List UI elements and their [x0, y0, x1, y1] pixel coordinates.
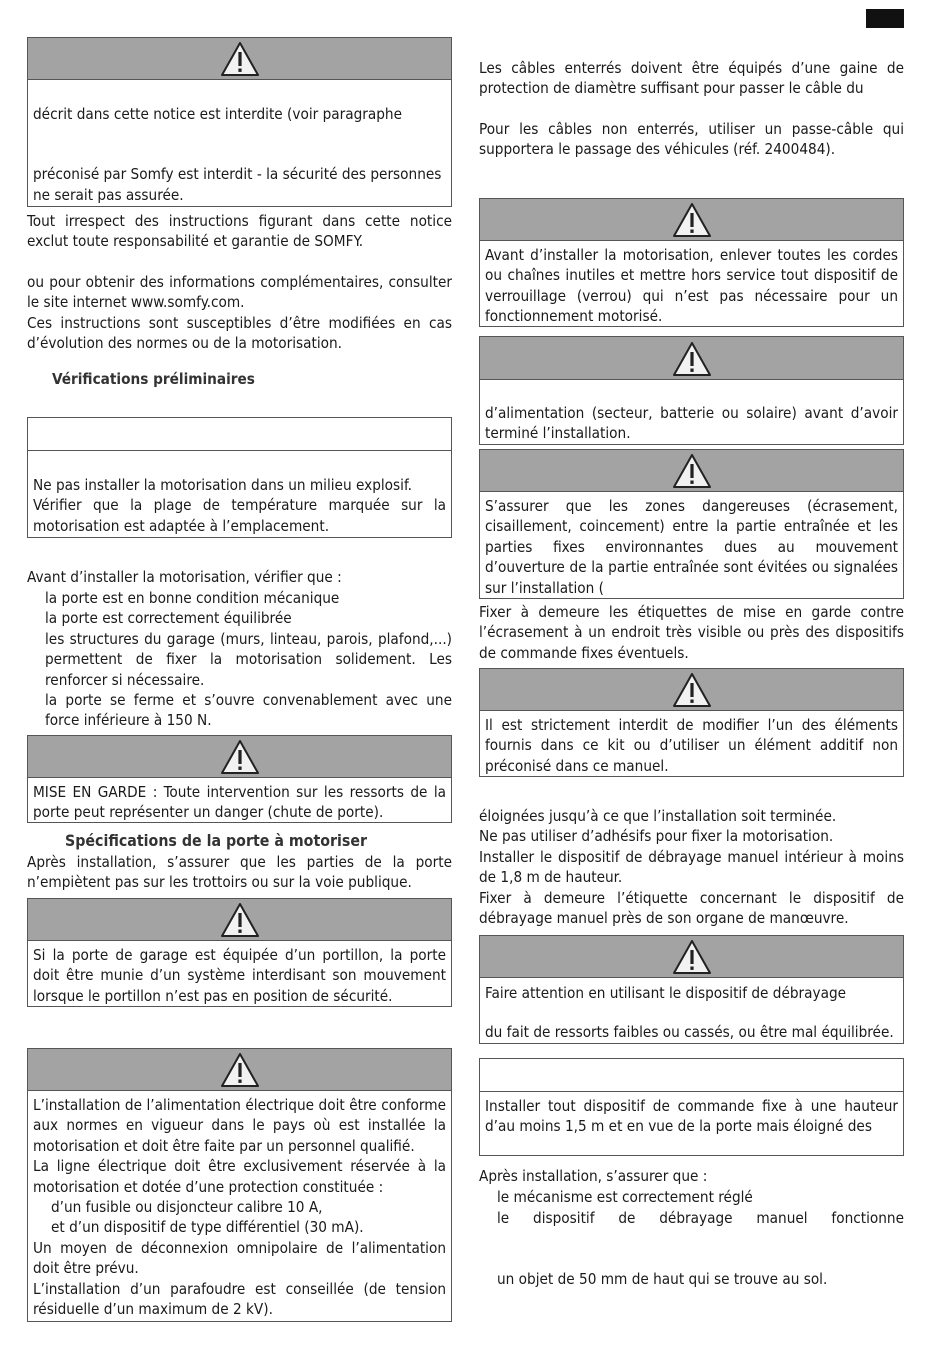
- list-item: la porte est correctement équilibrée: [45, 609, 292, 628]
- paragraph: ou pour obtenir des informations complémentaires, consulter le site internet www.somfy.com.: [27, 273, 452, 312]
- box-text: La ligne électrique doit être exclusivement réservée à la motorisation et dotée d’une protection constituée :: [33, 1157, 446, 1196]
- list-item: la porte est en bonne condition mécanique: [45, 589, 340, 607]
- box-text: Faire attention en utilisant le dispositif de débrayage: [485, 984, 847, 1002]
- warning-triangle-icon: [673, 341, 711, 377]
- warning-box-ropes: [479, 198, 904, 327]
- warning-triangle-icon: [221, 41, 259, 77]
- warning-box-power: [479, 336, 904, 445]
- box-text: Installer tout dispositif de commande fixe à une hauteur d’au moins 1,5 m et en vue de la porte mais éloigné des: [485, 1097, 898, 1136]
- info-box-controls: [479, 1058, 904, 1156]
- section-heading: Spécifications de la porte à motoriser: [65, 831, 367, 850]
- box-text: du fait de ressorts faibles ou cassés, ou être mal équilibrée.: [485, 1023, 894, 1042]
- warning-box-modification: [479, 668, 904, 777]
- paragraph: Les câbles enterrés doivent être équipés d’une gaine de protection de diamètre suffisant pour passer le câble du: [479, 59, 904, 98]
- box-text: d’alimentation (secteur, batterie ou solaire) avant d’avoir terminé l’installation.: [485, 404, 898, 443]
- box-text: Vérifier que la plage de température marquée sur la motorisation est adaptée à l’emplacement.: [33, 496, 446, 535]
- box-text: Un moyen de déconnexion omnipolaire de l’alimentation doit être prévu.: [33, 1238, 446, 1278]
- paragraph: Pour les câbles non enterrés, utiliser un passe-câble qui supportera le passage des véhicules (réf. 2400484).: [479, 120, 904, 159]
- section-heading: Vérifications préliminaires: [52, 370, 255, 388]
- paragraph: Ne pas utiliser d’adhésifs pour fixer la motorisation.: [479, 827, 834, 846]
- box-text: L’installation d’un parafoudre est conseillée (de tension résiduelle d’un maximum de 2 kV).: [33, 1279, 446, 1319]
- paragraph: Ces instructions sont susceptibles d’être modifiées en cas d’évolution des normes ou de la motorisation.: [27, 314, 452, 353]
- paragraph: éloignées jusqu’à ce que l’installation soit terminée.: [479, 807, 837, 825]
- warning-box-electrical: [27, 1048, 452, 1322]
- bullet-list: [27, 588, 452, 731]
- warning-box-prohibited-use: [27, 37, 452, 207]
- warning-box-wicket-door: [27, 898, 452, 1007]
- warning-triangle-icon: [673, 202, 711, 238]
- box-text: Avant d’installer la motorisation, enlever toutes les cordes ou chaînes inutiles et mettre hors service tout dispositif de verrouillage (verrou) qui n’est pas nécessaire pour un fonctionnement motorisé.: [485, 246, 898, 326]
- warning-box-danger-zones: [479, 449, 904, 599]
- box-text: Ne pas installer la motorisation dans un milieu explosif.: [33, 476, 412, 494]
- warning-triangle-icon: [221, 739, 259, 775]
- warning-box-springs: [27, 735, 452, 823]
- list-item: le dispositif de débrayage manuel fonctionne: [497, 1209, 904, 1227]
- list-item: un objet de 50 mm de haut qui se trouve au sol.: [497, 1270, 828, 1288]
- warning-triangle-icon: [221, 1052, 259, 1088]
- paragraph: Après installation, s’assurer que :: [479, 1167, 708, 1185]
- paragraph: Fixer à demeure les étiquettes de mise en garde contre l’écrasement à un endroit très visible ou près des dispositifs de commande fixes éventuels.: [479, 603, 904, 662]
- warning-triangle-icon: [673, 939, 711, 975]
- paragraph: Après installation, s’assurer que les parties de la porte n’empiètent pas sur les trottoirs ou sur la voie publique.: [27, 853, 452, 892]
- box-text: Il est strictement interdit de modifier l’un des éléments fournis dans ce kit ou d’utiliser un élément additif non préconisé dans ce manuel.: [485, 716, 898, 775]
- box-text: décrit dans cette notice est interdite (voir paragraphe: [33, 105, 403, 123]
- paragraph: Tout irrespect des instructions figurant dans cette notice exclut toute responsabilité et garantie de SOMFY.: [27, 212, 452, 251]
- box-text: préconisé par Somfy est interdit - la sécurité des personnes: [33, 165, 442, 184]
- page-tab-marker: [866, 9, 904, 28]
- box-text: S’assurer que les zones dangereuses (écrasement, cisaillement, coincement) entre la partie entraînée et les parties fixes environnantes dues au mouvement d’ouverture de la partie entraînée sont évitées ou signalées sur l’installation (: [485, 497, 898, 597]
- warning-triangle-icon: [221, 902, 259, 938]
- box-text: ne serait pas assurée.: [33, 185, 184, 204]
- list-item: les structures du garage (murs, linteau, parois, plafond,...) permettent de fixer la motorisation solidement. Les renforcer si nécessaire.: [45, 629, 452, 689]
- box-text: L’installation de l’alimentation électrique doit être conforme aux normes en vigueur dans le pays où est installée la motorisation et doit être faite par un personnel qualifié.: [33, 1096, 446, 1155]
- paragraph-group: [479, 806, 904, 928]
- box-text: MISE EN GARDE : Toute intervention sur les ressorts de la porte peut représenter un danger (chute de porte).: [33, 783, 446, 822]
- warning-triangle-icon: [673, 453, 711, 489]
- list-item: d’un fusible ou disjoncteur calibre 10 A,: [51, 1198, 323, 1217]
- info-box-environment: [27, 417, 452, 538]
- box-text: Si la porte de garage est équipée d’un portillon, la porte doit être munie d’un système interdisant son mouvement lorsque le portillon n’est pas en position de sécurité.: [33, 946, 446, 1005]
- paragraph: Fixer à demeure l’étiquette concernant le dispositif de débrayage manuel près de son organe de manœuvre.: [479, 888, 904, 928]
- warning-triangle-icon: [673, 672, 711, 708]
- warning-box-manual-release: [479, 935, 904, 1044]
- list-item: le mécanisme est correctement réglé: [497, 1188, 753, 1206]
- list-item: la porte se ferme et s’ouvre convenablement avec une force inférieure à 150 N.: [45, 691, 452, 730]
- paragraph: Avant d’installer la motorisation, vérifier que :: [27, 568, 342, 586]
- paragraph: Installer le dispositif de débrayage manuel intérieur à moins de 1,8 m de hauteur.: [479, 847, 904, 887]
- list-item: et d’un dispositif de type différentiel (30 mA).: [51, 1218, 364, 1237]
